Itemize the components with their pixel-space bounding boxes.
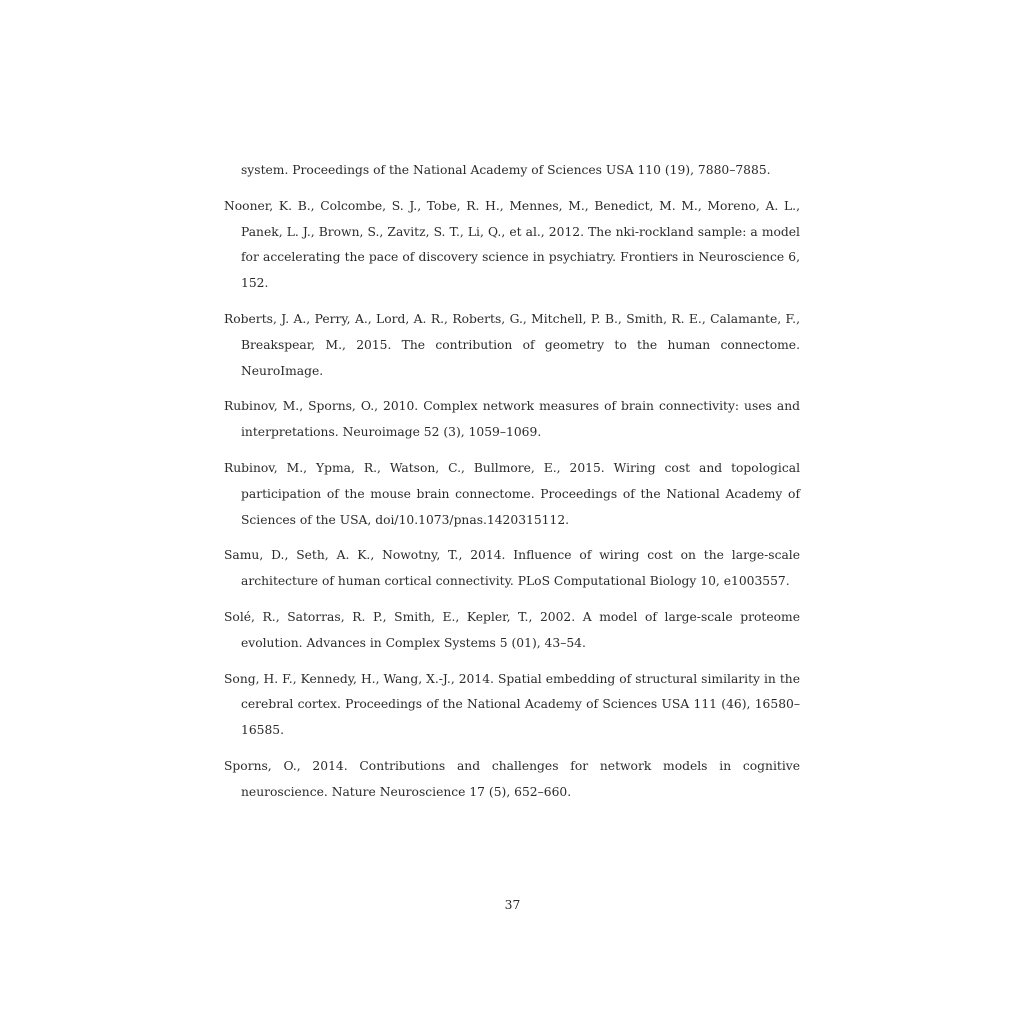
reference-list [224,158,800,816]
reference-item-nooner: Nooner, K. B., Colcombe, S. J., Tobe, R. H., Mennes, M., Benedict, M. M., Moreno, A. L., Panek, L. J., Brown, S., Zavitz, S. T., Li, Q., et al., 2012. The nki-rockland sample: a model for accelerating the pace of discovery science in psychiatry. Frontiers in Neuroscience 6, 152. [224,198,800,291]
reference-item-continued: system. Proceedings of the National Academy of Sciences USA 110 (19), 7880–7885. [241,163,771,177]
reference-item-sole: Solé, R., Satorras, R. P., Smith, E., Kepler, T., 2002. A model of large-scale proteome evolution. Advances in Complex Systems 5 (01), 43–54. [224,609,800,650]
reference-item-rubinov-ypma: Rubinov, M., Ypma, R., Watson, C., Bullmore, E., 2015. Wiring cost and topological participation of the mouse brain connectome. Proceedings of the National Academy of Sciences of the USA, doi/10.1073/pnas.1420315112. [224,460,800,527]
page-number: 37 [504,898,521,912]
reference-item-samu: Samu, D., Seth, A. K., Nowotny, T., 2014. Influence of wiring cost on the large-scale architecture of human cortical connectivity. PLoS Computational Biology 10, e1003557. [224,548,800,589]
reference-item-sporns: Sporns, O., 2014. Contributions and challenges for network models in cognitive neuroscience. Nature Neuroscience 17 (5), 652–660. [224,758,800,799]
reference-item-rubinov-sporns: Rubinov, M., Sporns, O., 2010. Complex network measures of brain connectivity: uses and interpretations. Neuroimage 52 (3), 1059–1069. [224,399,800,440]
reference-item-roberts: Roberts, J. A., Perry, A., Lord, A. R., Roberts, G., Mitchell, P. B., Smith, R. E., Calamante, F., Breakspear, M., 2015. The contribution of geometry to the human connectome. NeuroImage. [224,311,800,378]
reference-item-song: Song, H. F., Kennedy, H., Wang, X.-J., 2014. Spatial embedding of structural similarity in the cerebral cortex. Proceedings of the National Academy of Sciences USA 111 (46), 16580–16585. [224,671,800,738]
